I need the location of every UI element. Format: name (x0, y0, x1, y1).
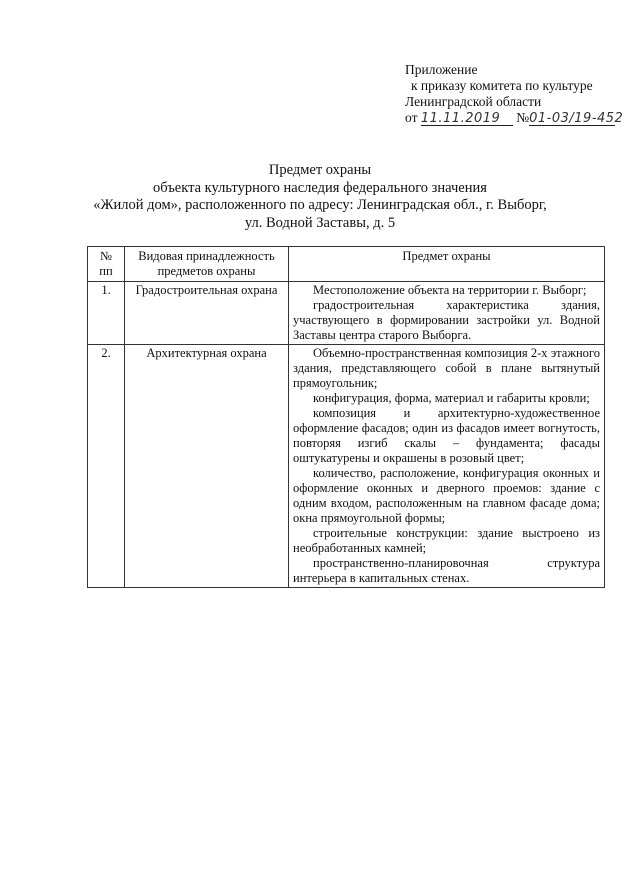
from-label: от (405, 110, 418, 125)
table-header-row (88, 247, 605, 282)
table-row (88, 345, 605, 588)
subject-paragraph: композиция и архитектурно-художественное оформление фасадов; один из фасадов имеет вогнутость, повторяя изгиб скалы – фундамента; фасады оштукатурены и окрашены в розовый цвет; (293, 406, 600, 465)
subject-paragraph: пространственно-планировочная структура интерьера в капитальных стенах. (293, 556, 600, 585)
subject-paragraph: градостроительная характеристика здания, участвующего в формировании застройки ул. Водной Заставы центра старого Выборга. (293, 298, 600, 342)
attachment-block (405, 62, 624, 126)
header-subject: Предмет охраны (289, 247, 605, 282)
row-subject (289, 282, 605, 345)
handwritten-date: 11.11.2019 (421, 112, 513, 126)
header-num: № пп (88, 247, 125, 282)
row-subject (289, 345, 605, 588)
row-type: Градостроительная охрана (125, 282, 289, 345)
title-line-2: объекта культурного наследия федерального значения (153, 179, 487, 196)
attachment-order-ref: к приказу комитета по культуре (411, 78, 593, 93)
row-type: Архитектурная охрана (125, 345, 289, 588)
title-line-4: ул. Водной Заставы, д. 5 (244, 214, 396, 231)
title-line-3: «Жилой дом», расположенного по адресу: Ленинградская обл., г. Выборг, (93, 197, 547, 213)
header-type: Видовая принадлежность предметов охраны (125, 247, 289, 282)
row-num: 1. (88, 282, 125, 345)
title-line-1: Предмет охраны (268, 162, 372, 178)
table-row (88, 282, 605, 345)
subject-paragraph: конфигурация, форма, материал и габариты кровли; (313, 391, 590, 405)
number-label: № (516, 110, 530, 125)
handwritten-number: 01-03/19-452 (529, 111, 624, 126)
attachment-title: Приложение (405, 62, 478, 77)
attachment-date-line (405, 110, 624, 126)
subject-paragraph: количество, расположение, конфигурация оконных и оформление оконных и дверного проемов: здание с одним входом, расположенным на главном фасаде дома; окна прямоугольной формы; (293, 466, 600, 525)
row-num: 2. (88, 345, 125, 588)
protection-subject-table (87, 246, 605, 588)
subject-paragraph: Объемно-пространственная композиция 2-х этажного здания, представляющего собой в плане вытянутый прямоугольник; (293, 346, 600, 390)
document-title (80, 162, 560, 232)
subject-paragraph: Местоположение объекта на территории г. Выборг; (313, 283, 587, 297)
attachment-region: Ленинградской области (405, 94, 542, 109)
subject-paragraph: строительные конструкции: здание выстроено из необработанных камней; (293, 526, 600, 555)
